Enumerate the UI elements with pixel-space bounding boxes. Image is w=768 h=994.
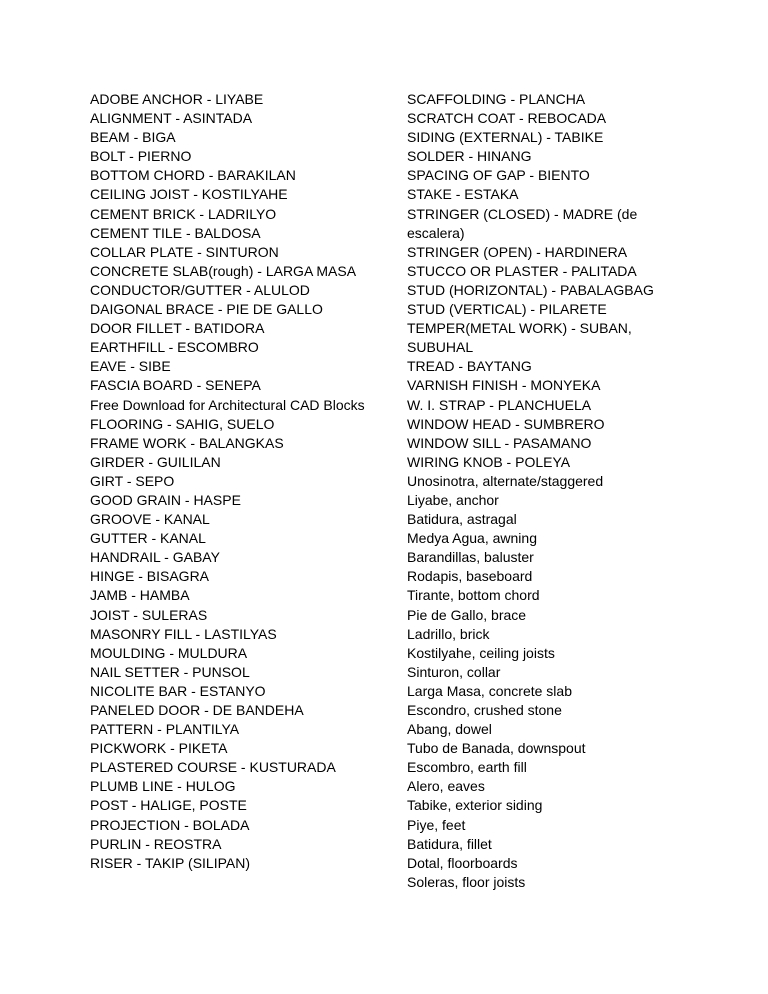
glossary-entry: Larga Masa, concrete slab: [407, 682, 572, 699]
glossary-entry: BOLT - PIERNO: [90, 148, 192, 165]
glossary-entry: MASONRY FILL - LASTILYAS: [90, 625, 277, 642]
glossary-entry: Rodapis, baseboard: [407, 568, 533, 585]
glossary-entry: JAMB - HAMBA: [90, 587, 190, 604]
glossary-entry: Dotal, floorboards: [407, 854, 518, 871]
glossary-entry: Liyabe, anchor: [407, 491, 499, 508]
glossary-entry: RISER - TAKIP (SILIPAN): [90, 854, 251, 871]
glossary-entry: Tubo de Banada, downspout: [407, 740, 586, 757]
glossary-entry: FRAME WORK - BALANGKAS: [90, 434, 284, 451]
glossary-entry: Soleras, floor joists: [407, 873, 526, 890]
glossary-entry: STUD (HORIZONTAL) - PABALAGBAG: [407, 281, 654, 298]
glossary-entry: TEMPER(METAL WORK) - SUBAN, SUBUHAL: [407, 320, 632, 356]
glossary-entry: ADOBE ANCHOR - LIYABE: [90, 91, 264, 107]
glossary-entry: FASCIA BOARD - SENEPA: [90, 377, 261, 394]
glossary-entry: POST - HALIGE, POSTE: [90, 797, 247, 814]
glossary-entry: HANDRAIL - GABAY: [90, 549, 220, 566]
glossary-entry: Ladrillo, brick: [407, 625, 490, 642]
glossary-entry: ALIGNMENT - ASINTADA: [90, 110, 253, 127]
glossary-entry: STAKE - ESTAKA: [407, 186, 519, 203]
glossary-entry: JOIST - SULERAS: [90, 606, 208, 623]
glossary-entry: PICKWORK - PIKETA: [90, 740, 228, 757]
glossary-entry: CONCRETE SLAB(rough) - LARGA MASA: [90, 262, 357, 279]
glossary-entry: Barandillas, baluster: [407, 549, 534, 566]
glossary-entry: Alero, eaves: [407, 778, 485, 795]
glossary-entry: WINDOW HEAD - SUMBRERO: [407, 415, 605, 432]
glossary-entry: GIRDER - GUILILAN: [90, 453, 221, 470]
left-term-list: [90, 90, 380, 873]
glossary-entry: Tabike, exterior siding: [407, 797, 543, 814]
glossary-entry: Abang, dowel: [407, 721, 492, 738]
glossary-entry: HINGE - BISAGRA: [90, 568, 210, 585]
glossary-entry: GIRT - SEPO: [90, 472, 175, 489]
glossary-entry: Tirante, bottom chord: [407, 587, 540, 604]
glossary-entry: W. I. STRAP - PLANCHUELA: [407, 396, 592, 413]
glossary-entry: WIRING KNOB - POLEYA: [407, 453, 571, 470]
glossary-entry: GOOD GRAIN - HASPE: [90, 491, 241, 508]
glossary-entry: WINDOW SILL - PASAMANO: [407, 434, 592, 451]
glossary-entry: GROOVE - KANAL: [90, 511, 210, 528]
glossary-entry: BEAM - BIGA: [90, 129, 176, 146]
glossary-entry: PANELED DOOR - DE BANDEHA: [90, 702, 304, 718]
glossary-entry: CEMENT BRICK - LADRILYO: [90, 205, 277, 222]
glossary-entry: Kostilyahe, ceiling joists: [407, 644, 555, 661]
glossary-entry: CEILING JOIST - KOSTILYAHE: [90, 186, 288, 203]
glossary-entry: Batidura, fillet: [407, 835, 492, 852]
glossary-entry: SCAFFOLDING - PLANCHA: [407, 91, 586, 107]
glossary-entry: DOOR FILLET - BATIDORA: [90, 320, 265, 337]
glossary-entry: Escombro, earth fill: [407, 759, 527, 776]
right-term-list: [407, 90, 677, 892]
glossary-entry: BOTTOM CHORD - BARAKILAN: [90, 167, 296, 184]
glossary-entry: MOULDING - MULDURA: [90, 644, 248, 661]
glossary-entry: SCRATCH COAT - REBOCADA: [407, 110, 607, 127]
glossary-entry: STRINGER (CLOSED) - MADRE (de escalera): [407, 205, 638, 241]
glossary-entry: GUTTER - KANAL: [90, 530, 206, 547]
glossary-entry: STUCCO OR PLASTER - PALITADA: [407, 262, 637, 279]
glossary-entry: Escondro, crushed stone: [407, 702, 562, 718]
glossary-entry: EAVE - SIBE: [90, 358, 171, 375]
glossary-entry: Free Download for Architectural CAD Blocks: [90, 396, 365, 413]
glossary-entry: Sinturon, collar: [407, 663, 501, 680]
glossary-entry: Batidura, astragal: [407, 511, 517, 528]
glossary-entry: Medya Agua, awning: [407, 530, 537, 547]
glossary-entry: TREAD - BAYTANG: [407, 358, 532, 375]
glossary-entry: CEMENT TILE - BALDOSA: [90, 224, 261, 241]
glossary-entry: SOLDER - HINANG: [407, 148, 532, 165]
glossary-entry: STUD (VERTICAL) - PILARETE: [407, 301, 607, 318]
glossary-entry: CONDUCTOR/GUTTER - ALULOD: [90, 281, 310, 298]
glossary-entry: PLASTERED COURSE - KUSTURADA: [90, 759, 336, 776]
glossary-entry: PLUMB LINE - HULOG: [90, 778, 236, 795]
glossary-entry: SIDING (EXTERNAL) - TABIKE: [407, 129, 604, 146]
glossary-entry: Pie de Gallo, brace: [407, 606, 527, 623]
glossary-entry: Unosinotra, alternate/staggered: [407, 472, 604, 489]
glossary-entry: NAIL SETTER - PUNSOL: [90, 663, 250, 680]
glossary-entry: PROJECTION - BOLADA: [90, 816, 250, 833]
glossary-entry: VARNISH FINISH - MONYEKA: [407, 377, 601, 394]
glossary-entry: STRINGER (OPEN) - HARDINERA: [407, 243, 628, 260]
glossary-entry: NICOLITE BAR - ESTANYO: [90, 682, 266, 699]
glossary-entry: FLOORING - SAHIG, SUELO: [90, 415, 275, 432]
glossary-entry: PURLIN - REOSTRA: [90, 835, 222, 852]
glossary-entry: Piye, feet: [407, 816, 466, 833]
glossary-entry: SPACING OF GAP - BIENTO: [407, 167, 590, 184]
glossary-entry: COLLAR PLATE - SINTURON: [90, 243, 279, 260]
glossary-entry: EARTHFILL - ESCOMBRO: [90, 339, 259, 356]
glossary-entry: PATTERN - PLANTILYA: [90, 721, 240, 738]
glossary-entry: DAIGONAL BRACE - PIE DE GALLO: [90, 301, 323, 318]
